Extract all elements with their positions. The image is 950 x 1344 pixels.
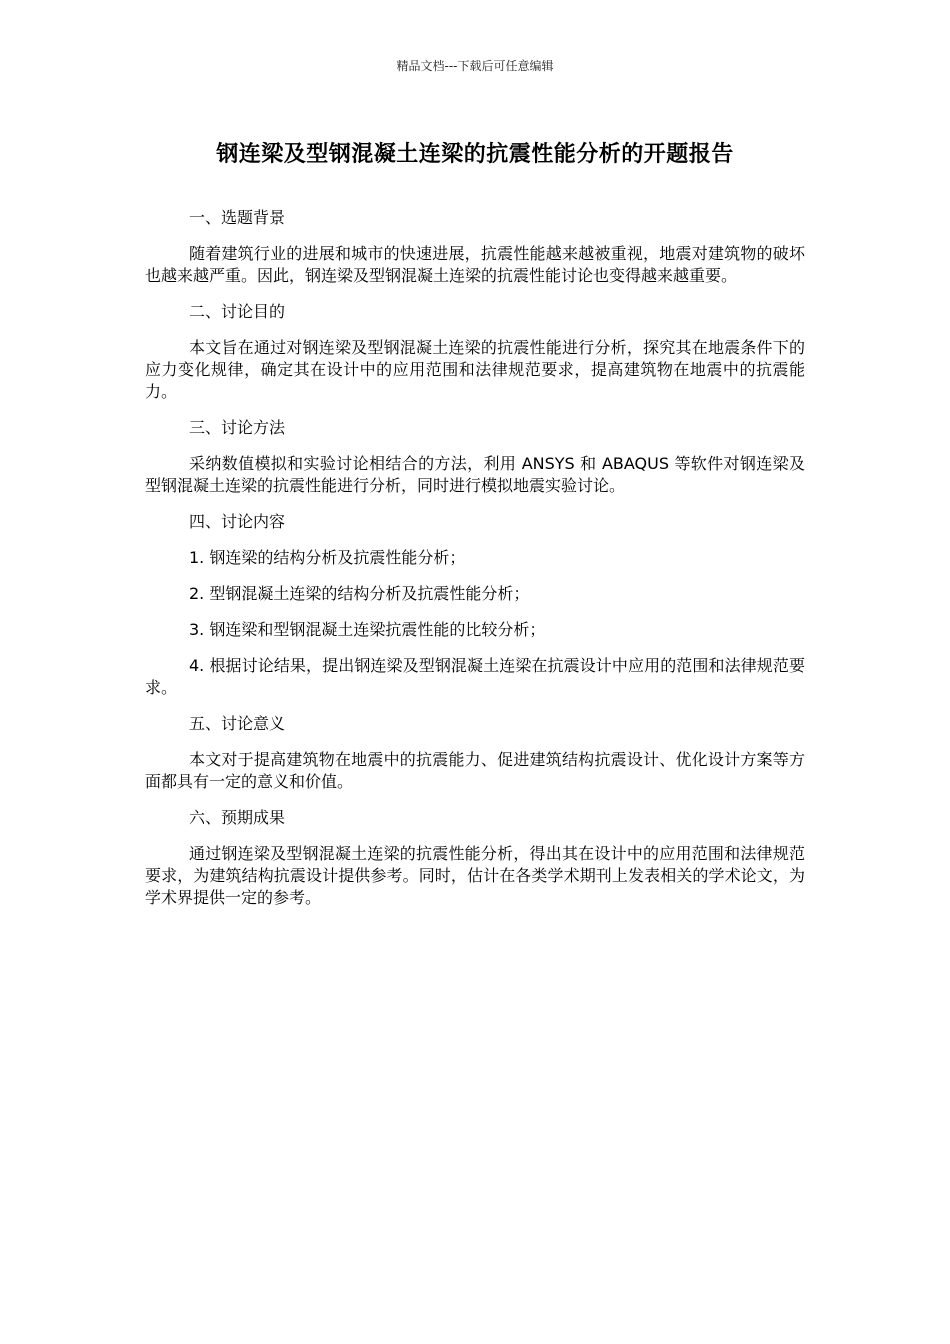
document-title: 钢连梁及型钢混凝土连梁的抗震性能分析的开题报告 bbox=[216, 142, 734, 167]
page-header-note: 精品文档---下载后可任意编辑 bbox=[396, 59, 554, 73]
section-paragraph: 随着建筑行业的进展和城市的快速进展，抗震性能越来越被重视，地震对建筑物的破坏也越来越严重。因此，钢连梁及型钢混凝土连梁的抗震性能讨论也变得越来越重要。 bbox=[145, 244, 805, 285]
section-purpose bbox=[145, 301, 805, 403]
section-background bbox=[145, 207, 805, 287]
content-list-item: 3. 钢连梁和型钢混凝土连梁抗震性能的比较分析； bbox=[189, 620, 546, 639]
section-significance bbox=[145, 713, 805, 793]
section-heading: 五、讨论意义 bbox=[189, 714, 286, 733]
section-heading: 二、讨论目的 bbox=[189, 302, 286, 321]
section-heading: 三、讨论方法 bbox=[189, 418, 286, 437]
section-heading: 六、预期成果 bbox=[189, 808, 286, 827]
section-expected-results bbox=[145, 807, 805, 909]
section-paragraph: 本文旨在通过对钢连梁及型钢混凝土连梁的抗震性能进行分析，探究其在地震条件下的应力变化规律，确定其在设计中的应用范围和法律规范要求，提高建筑物在地震中的抗震能力。 bbox=[145, 338, 805, 401]
document-body bbox=[145, 207, 805, 923]
section-heading: 四、讨论内容 bbox=[189, 512, 286, 531]
section-paragraph: 采纳数值模拟和实验讨论相结合的方法，利用 ANSYS 和 ABAQUS 等软件对钢连梁及型钢混凝土连梁的抗震性能进行分析，同时进行模拟地震实验讨论。 bbox=[145, 454, 805, 495]
content-list-item: 4. 根据讨论结果，提出钢连梁及型钢混凝土连梁在抗震设计中应用的范围和法律规范要求。 bbox=[145, 656, 805, 697]
content-list-item: 2. 型钢混凝土连梁的结构分析及抗震性能分析； bbox=[189, 584, 530, 603]
section-method bbox=[145, 417, 805, 497]
section-heading: 一、选题背景 bbox=[189, 208, 286, 227]
section-paragraph: 本文对于提高建筑物在地震中的抗震能力、促进建筑结构抗震设计、优化设计方案等方面都具有一定的意义和价值。 bbox=[145, 750, 805, 791]
section-paragraph: 通过钢连梁及型钢混凝土连梁的抗震性能分析，得出其在设计中的应用范围和法律规范要求，为建筑结构抗震设计提供参考。同时，估计在各类学术期刊上发表相关的学术论文，为学术界提供一定的参考。 bbox=[145, 844, 805, 907]
content-list-item: 1. 钢连梁的结构分析及抗震性能分析； bbox=[189, 548, 466, 567]
section-content bbox=[145, 511, 805, 699]
